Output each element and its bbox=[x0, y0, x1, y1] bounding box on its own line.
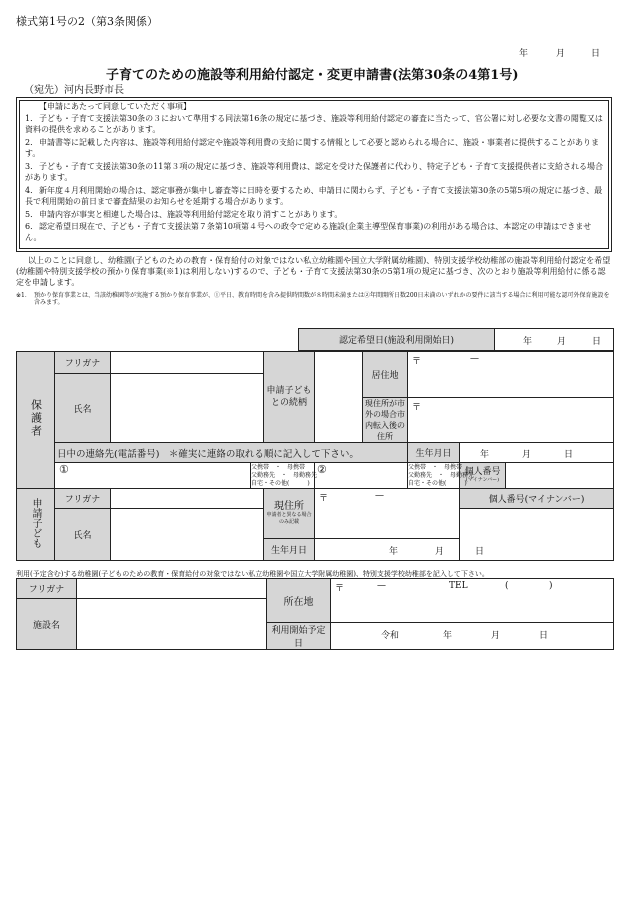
start-date-year: 年 bbox=[443, 631, 453, 641]
footnote-text: 預かり保育事業とは、当該幼稚園等が実施する預かり保育事業が、①平日、教育時間を含み提供時間数が８時間未満または②年間開所日数200日未満のいずれかの要件に該当する場合に利用可能な認可外保育施設を含みます。 bbox=[34, 292, 610, 306]
desired-date-label: 認定希望日(施設利用開始日) bbox=[299, 329, 495, 351]
facility-intro: 利用(予定含む)する幼稚園(子どものための教育・保育給付の対象ではない私立幼稚園や国立大学附属幼稚園)、特別支援学校幼稚部を記入して下さい。 bbox=[16, 570, 489, 578]
notice-item-3 bbox=[25, 161, 607, 183]
child-birth-input[interactable] bbox=[315, 539, 485, 561]
contact-2-type[interactable] bbox=[408, 463, 475, 489]
guardian-furigana-label: フリガナ bbox=[55, 352, 111, 374]
desired-date-month: 月 bbox=[557, 337, 567, 347]
child-birth-year: 年 bbox=[389, 547, 399, 557]
desired-date-table bbox=[298, 328, 614, 351]
footnote-mark: ※1． bbox=[16, 292, 31, 299]
start-date-day: 日 bbox=[539, 631, 549, 641]
current-address-note: 申請者と異なる場合のみ記載 bbox=[266, 512, 312, 525]
contact-2-opt3: 自宅・その他( ) bbox=[408, 480, 467, 487]
address-postal-mark: 〒 bbox=[412, 357, 422, 367]
child-current-address-input[interactable] bbox=[315, 489, 460, 539]
notice-item-num: 2． bbox=[25, 138, 39, 147]
facility-table bbox=[16, 578, 614, 650]
relation-input[interactable] bbox=[315, 352, 363, 443]
contact-1-type[interactable] bbox=[251, 463, 318, 489]
notice-item-num: 4． bbox=[25, 186, 39, 195]
guardian-birth-month: 月 bbox=[522, 450, 532, 460]
child-name-label: 氏名 bbox=[55, 509, 111, 561]
current-address-label-cell bbox=[264, 489, 315, 539]
desired-date-field[interactable] bbox=[495, 329, 614, 351]
child-postal-mark: 〒 bbox=[319, 494, 329, 504]
notice-item-text: 新年度４月利用開始の場合は、認定事務が集中し審査等に日時を要するため、申請日に関わらず、子ども・子育て支援法第30条の5第5項の規定に基づき、最長で利用開始の前日まで審査結果のお知らせを延期する場合があります。 bbox=[25, 186, 603, 206]
page-title: 子育てのための施設等利用給付認定・変更申請書(法第30条の4第1号) bbox=[106, 68, 519, 83]
outside-address-input[interactable] bbox=[408, 398, 614, 443]
child-personal-number-label: 個人番号(マイナンバー) bbox=[460, 489, 614, 509]
desired-date-day: 日 bbox=[592, 337, 602, 347]
child-label-cell bbox=[17, 489, 55, 561]
notice-item-5 bbox=[25, 209, 607, 220]
addressee: （宛先）河内長野市長 bbox=[24, 85, 124, 96]
header-date-year: 年 bbox=[519, 49, 529, 59]
guardian-label-cell bbox=[17, 352, 55, 489]
notice-item-6 bbox=[25, 221, 607, 243]
notice-item-num: 5． bbox=[25, 210, 39, 219]
facility-name-label: 施設名 bbox=[17, 599, 77, 650]
guardian-personal-number-input[interactable] bbox=[506, 463, 614, 489]
guardian-birth-day: 日 bbox=[564, 450, 574, 460]
notice-item-text: 申請書等に記載した内容は、施設等利用給付認定や施設等利用費の支給に関する情報として必要と認められる場合に、施設・事業者に提供することがあります。 bbox=[25, 138, 599, 158]
contact-1-opt2: 父勤務先 ・ 母勤務先 bbox=[251, 472, 318, 479]
facility-tel-label: TEL bbox=[449, 581, 468, 591]
notice-item-text: 申請内容が事実と相違した場合は、施設等利用給付認定を取り消すことがあります。 bbox=[39, 210, 343, 219]
contact-2-input[interactable] bbox=[315, 463, 408, 489]
start-date-label: 利用開始予定日 bbox=[267, 623, 331, 650]
guardian-birth-year: 年 bbox=[480, 450, 490, 460]
notice-item-text: 認定希望日現在で、子ども・子育て支援法第７条第10項第４号への政令で定める施設(企業主導型保育事業)の利用がある場合は、本認定の申請はできません。 bbox=[25, 222, 592, 242]
contact-2-opt1: 父携帯 ・ 母携帯 bbox=[408, 464, 463, 471]
guardian-birth-label: 生年月日 bbox=[408, 443, 460, 463]
facility-postal-dash: — bbox=[377, 581, 386, 591]
child-furigana-input[interactable] bbox=[111, 489, 264, 509]
personal-number-text: 個人番号 bbox=[464, 467, 501, 477]
child-birth-day: 日 bbox=[475, 547, 485, 557]
start-date-input[interactable] bbox=[331, 623, 614, 650]
facility-location-label: 所在地 bbox=[267, 579, 331, 623]
facility-name-input[interactable] bbox=[77, 599, 267, 650]
notice-item-1 bbox=[25, 113, 607, 135]
header-date-month: 月 bbox=[556, 49, 566, 59]
my-number-small: (マイナンバー) bbox=[465, 477, 500, 483]
contact-1-input[interactable] bbox=[55, 463, 251, 489]
address-label: 居住地 bbox=[363, 352, 408, 398]
outside-address-label: 現住所が市外の場合市内転入後の住所 bbox=[363, 398, 408, 443]
guardian-label: 保護者 bbox=[29, 399, 43, 438]
applicant-table bbox=[16, 351, 614, 561]
facility-tel-close: ) bbox=[549, 581, 553, 591]
contact-label: 日中の連絡先(電話番号) ＊確実に連絡の取れる順に記入して下さい。 bbox=[55, 443, 408, 463]
child-postal-dash: — bbox=[375, 491, 384, 501]
guardian-furigana-input[interactable] bbox=[111, 352, 264, 374]
contact-2-opt2: 父勤務先 ・ 母勤務先 bbox=[408, 472, 475, 479]
child-label: 申請子ども bbox=[30, 498, 41, 548]
notice-item-num: 1． bbox=[25, 114, 39, 123]
consent-paragraph: 以上のことに同意し、幼稚園(子どものための教育・保育給付の対象ではない私立幼稚園や国立大学附属幼稚園)、特別支援学校幼稚部の施設等利用給付認定を希望(幼稚園や特別支援学校の預かり保育事業(※1)は利用しない)するので、子ども・子育て支援法第30条の5第1項の規定に基づき、次のとおり施設等利用給付に係る認定を申請します。 bbox=[16, 256, 611, 287]
notice-item-2 bbox=[25, 137, 607, 159]
facility-furigana-input[interactable] bbox=[77, 579, 267, 599]
contact-2-num: ② bbox=[317, 463, 327, 476]
notice-heading: 【申請にあたって同意していただく事項】 bbox=[39, 102, 191, 111]
form-number: 様式第1号の2（第3条関係） bbox=[16, 15, 158, 28]
notice-item-text: 子ども・子育て支援法第30条の３において準用する同法第16条の規定に基づき、施設等利用給付認定の審査に当たって、官公署に対し必要な文書の閲覧又は資料の提供を求めることがあります。 bbox=[25, 114, 603, 134]
child-furigana-label: フリガナ bbox=[55, 489, 111, 509]
facility-furigana-label: フリガナ bbox=[17, 579, 77, 599]
start-date-era: 令和 bbox=[381, 631, 400, 641]
address-postal-dash: — bbox=[470, 354, 479, 364]
address-input[interactable] bbox=[408, 352, 614, 398]
guardian-birth-input[interactable] bbox=[460, 443, 614, 463]
notice-item-num: 3． bbox=[25, 162, 39, 171]
guardian-name-label: 氏名 bbox=[55, 374, 111, 443]
relation-label: 申請子どもとの続柄 bbox=[264, 352, 315, 443]
facility-tel-open: ( bbox=[505, 581, 509, 591]
facility-location-input[interactable] bbox=[331, 579, 614, 623]
child-birth-month: 月 bbox=[435, 547, 445, 557]
child-birth-label: 生年月日 bbox=[264, 539, 315, 561]
notice-item-text: 子ども・子育て支援法第30条の11第３項の規定に基づき、施設等利用費は、認定を受けた保護者に代わり、特定子ども・子育て支援提供者に支給される場合があります。 bbox=[25, 162, 604, 182]
start-date-month: 月 bbox=[491, 631, 501, 641]
contact-1-num: ① bbox=[59, 463, 69, 476]
current-address-label: 現住所 bbox=[274, 501, 304, 512]
contact-1-opt3: 自宅・その他( ) bbox=[251, 480, 310, 487]
header-date-day: 日 bbox=[591, 49, 601, 59]
child-name-input[interactable] bbox=[111, 509, 264, 561]
notice-item-4 bbox=[25, 185, 607, 207]
contact-1-opt1: 父携帯 ・ 母携帯 bbox=[251, 464, 306, 471]
facility-postal-mark: 〒 bbox=[335, 584, 345, 594]
guardian-name-input[interactable] bbox=[111, 374, 264, 443]
consent-notice-box bbox=[16, 97, 612, 252]
notice-item-num: 6． bbox=[25, 222, 39, 231]
outside-postal-mark: 〒 bbox=[412, 403, 422, 413]
desired-date-year: 年 bbox=[523, 337, 533, 347]
